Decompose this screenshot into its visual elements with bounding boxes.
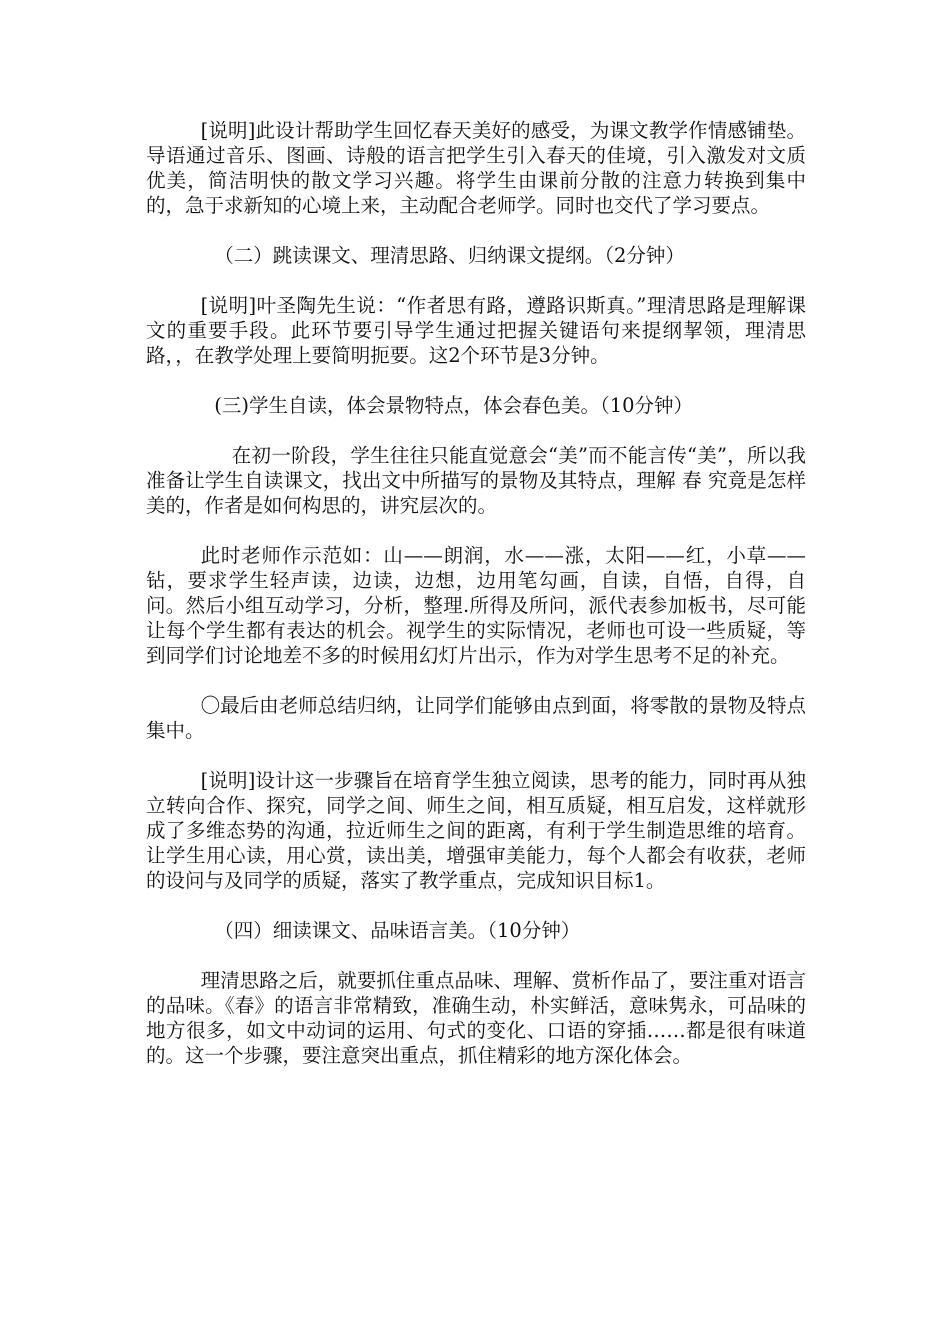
paragraph-teacher-demo: 此时老师作示范如：山——朗润，水——涨，太阳——红，小草——钻，要求学生轻声读，边读，边想，边用笔勾画，自读，自悟，自得，自问。然后小组互动学习，分析，整理.所得及所问，派代表参加板书，尽可能让每个学生都有表达的机会。视学生的实际情况，老师也可设一些质疑，等到同学们讨论地差不多的时候用幻灯片出示，作为对学生思考不足的补充。 (146, 544, 806, 667)
paragraph-explanation-2: [说明]叶圣陶先生说：“作者思有路，遵路识斯真。”理清思路是理解课文的重要手段。此环节要引导学生通过把握关键语句来提纲挈领，理清思路，，在教学处理上要简明扼要。这2个环节是3分钟。 (146, 294, 806, 367)
section-heading-2: （二）跳读课文、理清思路、归纳课文提纲。（2分钟） (214, 244, 685, 267)
paragraph-language-appreciation: 理清思路之后，就要抓住重点品味、理解、赏析作品了，要注重对语言的品味。《春》的语言非常精致，准确生动，朴实鲜活，意味隽永，可品味的地方很多，如文中动词的运用、句式的变化、口语的穿插……都是很有味道的。这一个步骤，要注意突出重点，抓住精彩的地方深化体会。 (146, 969, 806, 1067)
document-body (146, 118, 806, 1093)
paragraph-summary: 〇最后由老师总结归纳，让同学们能够由点到面，将零散的景物及特点集中。 (146, 694, 806, 742)
paragraph-explanation-1: [说明]此设计帮助学生回忆春天美好的感受，为课文教学作情感铺垫。导语通过音乐、图画、诗般的语言把学生引入春天的佳境，引入激发对文质优美，简洁明快的散文学习兴趣。将学生由课前分散的注意力转换到集中的，急于求新知的心境上来，主动配合老师学。同时也交代了学习要点。 (146, 119, 806, 217)
paragraph-self-reading: 在初一阶段，学生往往只能直觉意会“美”而不能言传“美”，所以我准备让学生自读课文，找出文中所描写的景物及其特点，理解 春 究竟是怎样美的，作者是如何构思的，讲究层次的。 (146, 444, 806, 517)
section-heading-4: （四）细读课文、品味语言美。（10分钟） (214, 919, 581, 942)
section-heading-3: (三)学生自读，体会景物特点，体会春色美。（10分钟） (214, 394, 694, 417)
paragraph-explanation-3: [说明]设计这一步骤旨在培育学生独立阅读，思考的能力，同时再从独立转向合作、探究，同学之间、师生之间，相互质疑，相互启发，这样就形成了多维态势的沟通，拉近师生之间的距离，有利于学生制造思维的培育。让学生用心读，用心赏，读出美，增强审美能力，每个人都会有收获，老师的设问与及同学的质疑，落实了教学重点，完成知识目标1。 (146, 769, 806, 892)
